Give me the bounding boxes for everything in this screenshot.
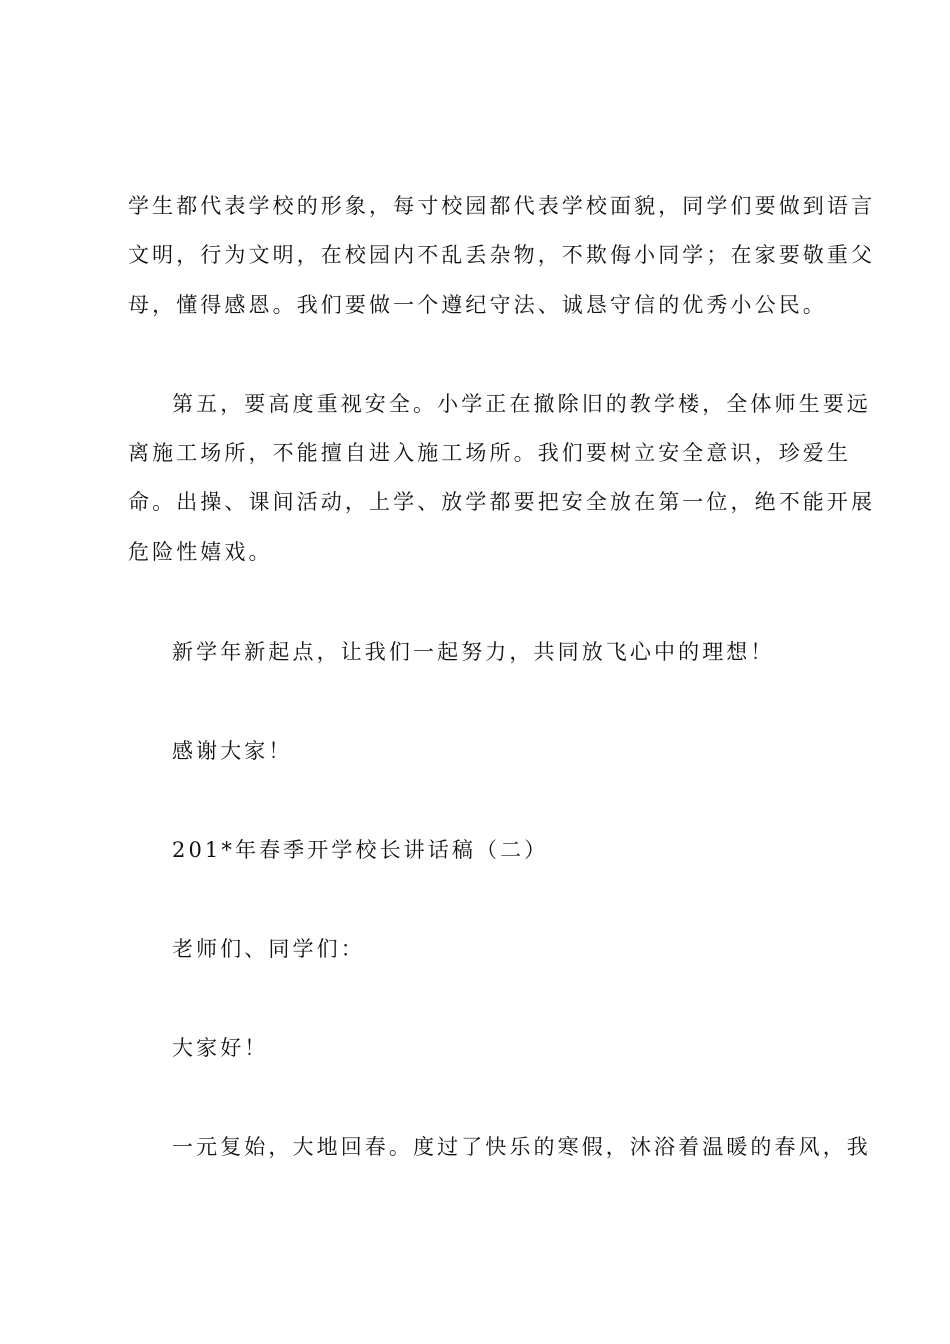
paragraph-2-line-1: 第五，要高度重视安全。小学正在撤除旧的教学楼，全体师生要远 <box>172 392 871 416</box>
salutation: 老师们、同学们： <box>172 937 365 961</box>
paragraph-8-line-1: 一元复始，大地回春。度过了快乐的寒假，沐浴着温暖的春风，我 <box>172 1135 871 1159</box>
paragraph-2-line-3: 命。出操、课间活动，上学、放学都要把安全放在第一位，绝不能开展 <box>128 490 876 514</box>
paragraph-2-line-4: 危险性嬉戏。 <box>128 540 273 564</box>
paragraph-1-line-2: 文明，行为文明，在校园内不乱丢杂物，不欺侮小同学；在家要敬重父 <box>128 243 876 267</box>
greeting: 大家好！ <box>172 1036 269 1060</box>
paragraph-2-line-2: 离施工场所，不能擅自进入施工场所。我们要树立安全意识，珍爱生 <box>128 441 851 465</box>
paragraph-4: 感谢大家！ <box>172 739 293 763</box>
paragraph-1-line-3: 母，懂得感恩。我们要做一个遵纪守法、诚恳守信的优秀小公民。 <box>128 293 827 317</box>
paragraph-3: 新学年新起点，让我们一起努力，共同放飞心中的理想！ <box>172 640 775 664</box>
paragraph-1-line-1: 学生都代表学校的形象，每寸校园都代表学校面貌，同学们要做到语言 <box>128 194 876 218</box>
section-heading: 201*年春季开学校长讲话稿（二） <box>172 838 549 862</box>
